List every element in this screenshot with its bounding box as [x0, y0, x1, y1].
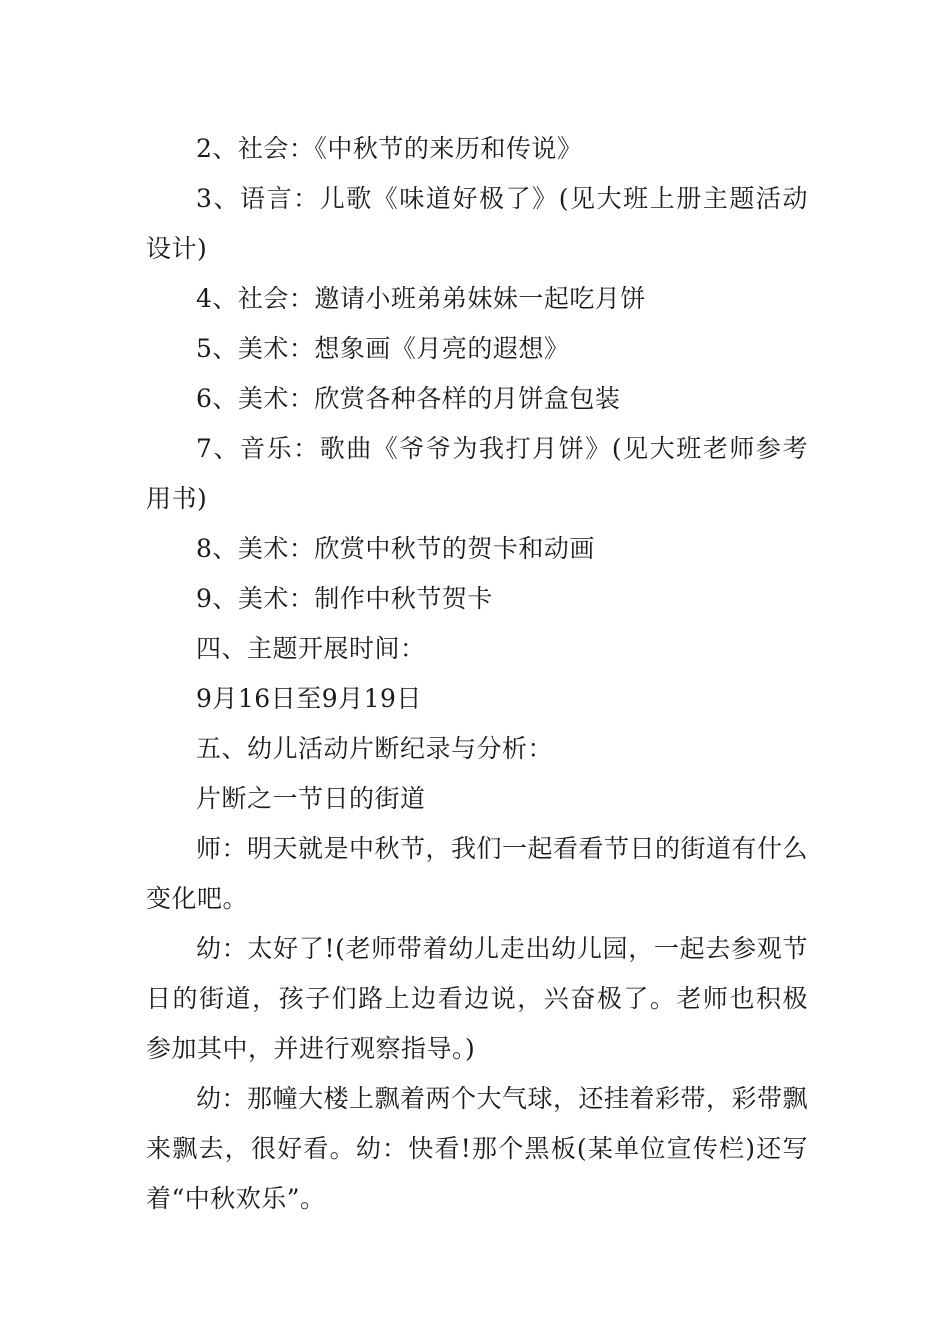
paragraph-item-6-art: 6、美术：欣赏各种各样的月饼盒包装 [196, 384, 621, 413]
paragraph-item-9-art: 9、美术：制作中秋节贺卡 [196, 584, 493, 613]
paragraph-item-8-art: 8、美术：欣赏中秋节的贺卡和动画 [196, 534, 595, 563]
paragraph-item-3-language: 3、语言：儿歌《味道好极了》(见大班上册主题活动设计) [146, 184, 808, 263]
schedule-dates: 9月16日至9月19日 [196, 684, 422, 713]
paragraph-item-2-social: 2、社会：《中秋节的来历和传说》 [196, 134, 583, 163]
paragraph-item-4-social: 4、社会：邀请小班弟弟妹妹一起吃月饼 [196, 284, 646, 313]
dialogue-teacher: 师：明天就是中秋节，我们一起看看节日的街道有什么变化吧。 [146, 834, 809, 913]
dialogue-child-2: 幼：那幢大楼上飘着两个大气球，还挂着彩带，彩带飘来飘去，很好看。幼：快看!那个黑板(某单位宣传栏)还写着“中秋欢乐”。 [146, 1084, 809, 1213]
paragraph-item-7-music: 7、音乐：歌曲《爷爷为我打月饼》(见大班老师参考用书) [146, 434, 808, 513]
fragment-title: 片断之一节日的街道 [196, 784, 426, 813]
paragraph-item-5-art: 5、美术：想象画《月亮的遐想》 [196, 334, 570, 363]
section-heading-schedule: 四、主题开展时间： [196, 634, 426, 663]
document-body [146, 124, 808, 1224]
section-heading-records: 五、幼儿活动片断纪录与分析： [196, 734, 554, 763]
dialogue-child-1: 幼：太好了!(老师带着幼儿走出幼儿园，一起去参观节日的街道，孩子们路上边看边说，兴奋极了。老师也积极参加其中，并进行观察指导。) [146, 934, 808, 1063]
